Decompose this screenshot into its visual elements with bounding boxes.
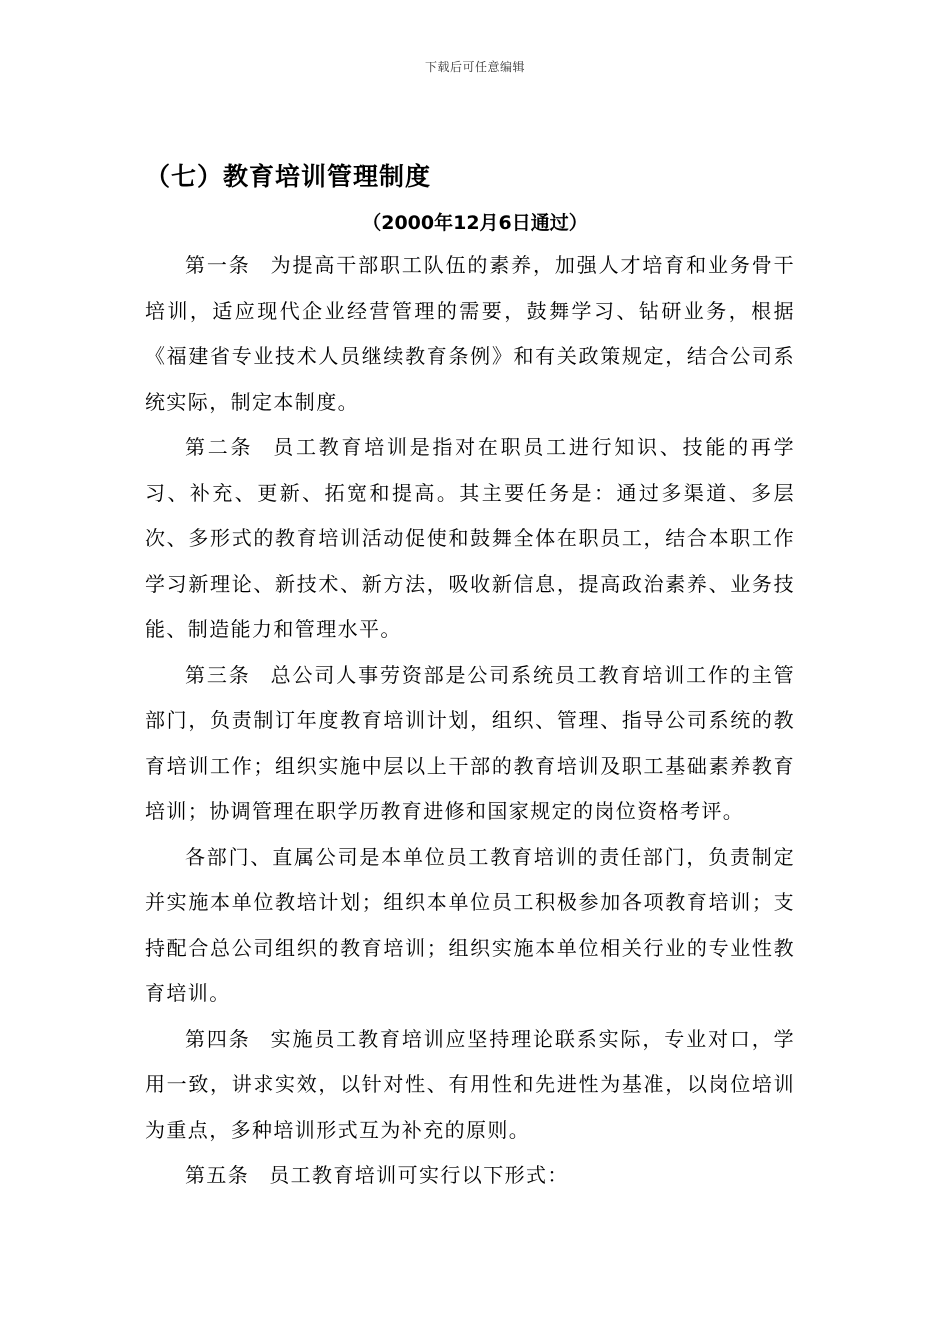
article-1-paragraph — [145, 243, 795, 425]
article-text: 各部门、直属公司是本单位员工教育培训的责任部门，负责制定并实施本单位教培计划；组织本单位员工积极参加各项教育培训；支持配合总公司组织的教育培训；组织实施本单位相关行业的专业性教育培训。 — [145, 844, 795, 1005]
document-subtitle: （2000年12月6日通过） — [362, 212, 588, 234]
article-text: 员工教育培训可实行以下形式： — [269, 1163, 569, 1187]
article-3-continuation-paragraph — [145, 835, 795, 1017]
article-number: 第二条 — [185, 435, 254, 459]
article-2-paragraph — [145, 425, 795, 653]
article-text: 实施员工教育培训应坚持理论联系实际，专业对口，学用一致，讲求实效，以针对性、有用性和先进性为基准，以岗位培训为重点，多种培训形式互为补充的原则。 — [145, 1026, 795, 1142]
article-3-paragraph — [145, 653, 795, 835]
article-number: 第三条 — [185, 662, 251, 687]
article-text: 为提高干部职工队伍的素养，加强人才培育和业务骨干培训，适应现代企业经营管理的需要，鼓舞学习、钻研业务，根据《福建省专业技术人员继续教育条例》和有关政策规定，结合公司系统实际，制定本制度。 — [145, 253, 795, 414]
article-text: 总公司人事劳资部是公司系统员工教育培训工作的主管部门，负责制订年度教育培训计划，组织、管理、指导公司系统的教育培训工作；组织实施中层以上干部的教育培训及职工基础素养教育培训；协调管理在职学历教育进修和国家规定的岗位资格考评。 — [145, 662, 795, 823]
page-header-note: 下载后可任意编辑 — [424, 60, 525, 74]
document-body — [145, 243, 795, 1199]
article-4-paragraph — [145, 1017, 795, 1154]
article-number: 第一条 — [185, 253, 251, 277]
article-number: 第四条 — [185, 1026, 251, 1051]
article-number: 第五条 — [185, 1163, 250, 1187]
article-5-paragraph — [145, 1153, 795, 1199]
document-title: （七）教育培训管理制度 — [145, 162, 432, 191]
article-text: 员工教育培训是指对在职员工进行知识、技能的再学习、补充、更新、拓宽和提高。其主要任务是：通过多渠道、多层次、多形式的教育培训活动促使和鼓舞全体在职员工，结合本职工作学习新理论、新技术、新方法，吸收新信息，提高政治素养、业务技能、制造能力和管理水平。 — [145, 435, 795, 641]
